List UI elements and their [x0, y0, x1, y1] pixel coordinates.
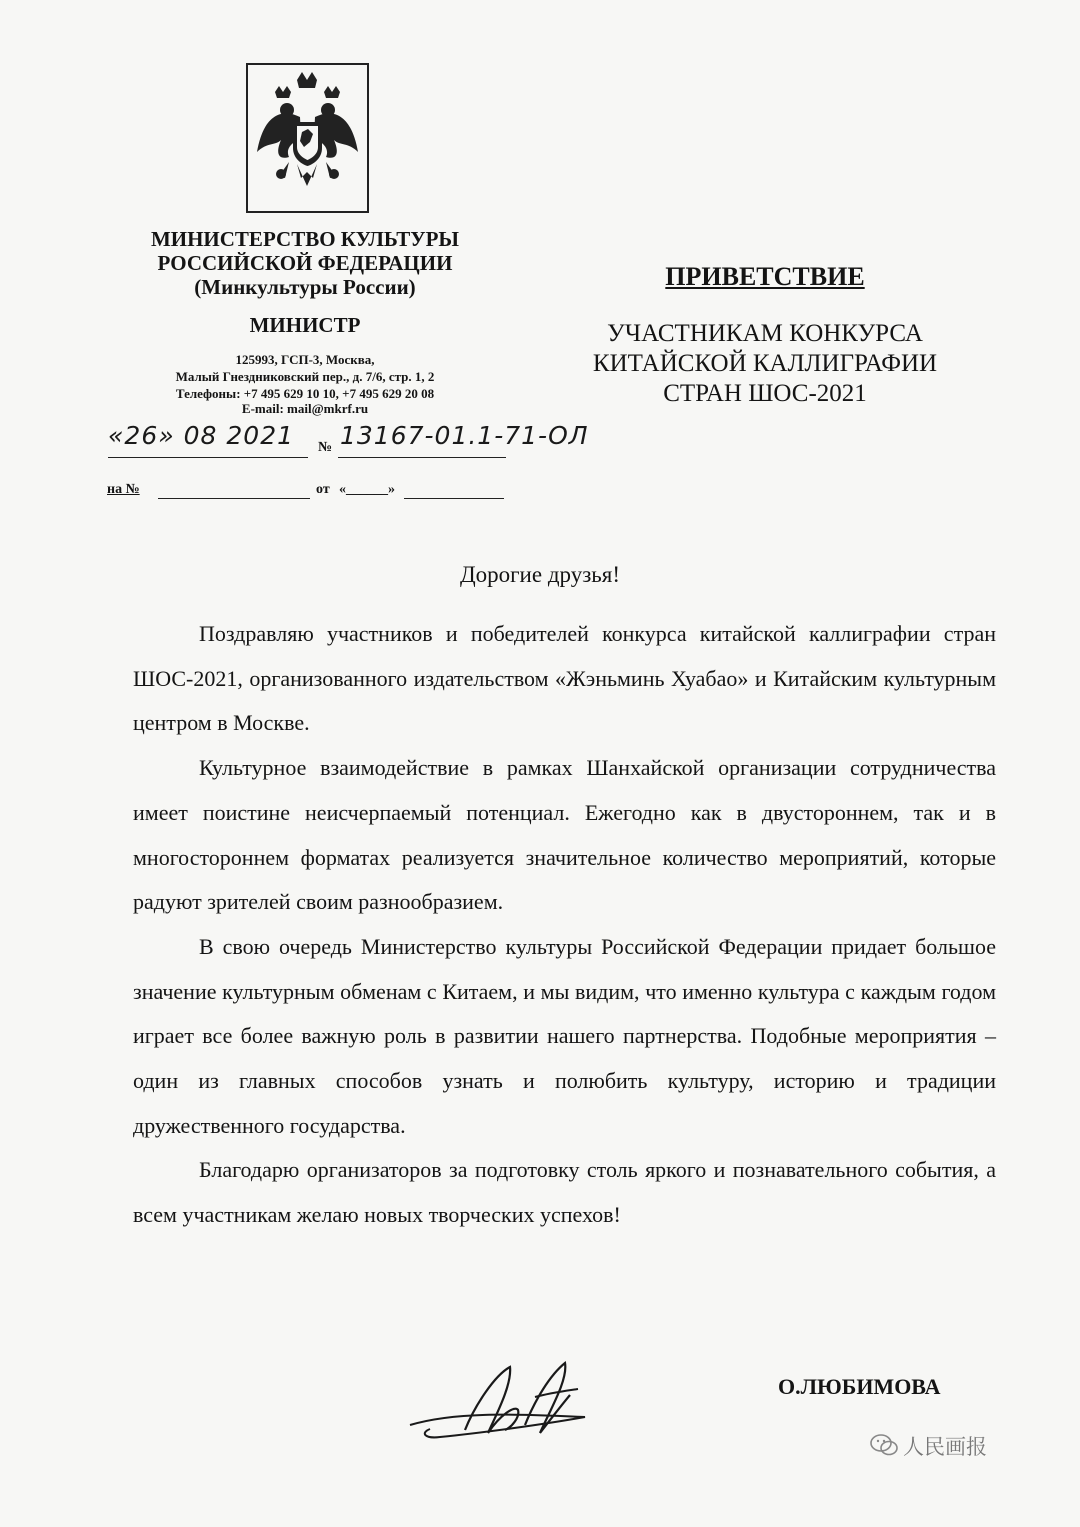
greeting-line2: КИТАЙСКОЙ КАЛЛИГРАФИИ [592, 350, 938, 377]
reply-number-label: на № [107, 482, 140, 497]
greeting-line3: СТРАН ШОС-2021 [663, 380, 867, 407]
paragraph-3: В свою очередь Министерство культуры Российской Федерации придает большое значение культурным обменам с Китаем, и мы видим, что именно культура с каждым годом играет все более важную роль в развитии нашего партнерства. Подобные мероприятия – один из главных способов узнать и полюбить культуру, историю и традиции дружественного государства. [133, 933, 996, 1138]
from-label: от [316, 482, 330, 497]
salutation: Дорогие друзья! [459, 562, 621, 587]
greeting-line1: УЧАСТНИКАМ КОНКУРСА [607, 320, 923, 347]
signatory-name: О.ЛЮБИМОВА [778, 1374, 941, 1399]
from-date-underline [404, 498, 504, 499]
letter-body [133, 612, 996, 1238]
ministry-name-line1: МИНИСТЕРСТВО КУЛЬТУРЫ [150, 227, 460, 251]
email: E-mail: mail@mkrf.ru [241, 401, 369, 416]
number-underline [338, 457, 506, 458]
ministry-short-name: (Минкультуры России) [194, 275, 416, 299]
paragraph-4: Благодарю организаторов за подготовку столь яркого и познавательного события, а всем участникам желаю новых творческих успехов! [133, 1157, 996, 1228]
paragraph-1: Поздравляю участников и победителей конкурса китайской каллиграфии стран ШОС-2021, организованного издательством «Жэньминь Хуабао» и Китайским культурным центром в Москве. [133, 621, 996, 736]
paragraph-2: Культурное взаимодействие в рамках Шанхайской организации сотрудничества имеет поистине неисчерпаемый потенциал. Ежегодно как в двустороннем, так и в многостороннем форматах реализуется значительное количество мероприятий, которые радуют зрителей своим разнообразием. [133, 755, 996, 915]
ministry-name-line2: РОССИЙСКОЙ ФЕДЕРАЦИИ [157, 251, 453, 275]
wechat-icon [870, 1433, 898, 1457]
watermark-text: 人民画报 [903, 1435, 987, 1459]
number-label: № [318, 440, 333, 455]
greeting-title: ПРИВЕТСТВИЕ [665, 262, 865, 291]
address-line1: 125993, ГСП-3, Москва, [235, 352, 375, 367]
position-title: МИНИСТР [249, 313, 361, 337]
reply-number-underline [158, 498, 310, 499]
date-underline [108, 457, 308, 458]
from-date-field: «______» [339, 482, 395, 497]
phones: Телефоны: +7 495 629 10 10, +7 495 629 20 08 [175, 386, 435, 401]
coat-of-arms-emblem [245, 62, 370, 214]
handwritten-signature [400, 1355, 600, 1445]
registration-number: 13167-01.1-71-ОЛ [340, 421, 589, 450]
address-line2: Малый Гнездниковский пер., д. 7/6, стр. 1, 2 [175, 369, 435, 384]
registration-date: «26» 08 2021 [108, 421, 294, 450]
